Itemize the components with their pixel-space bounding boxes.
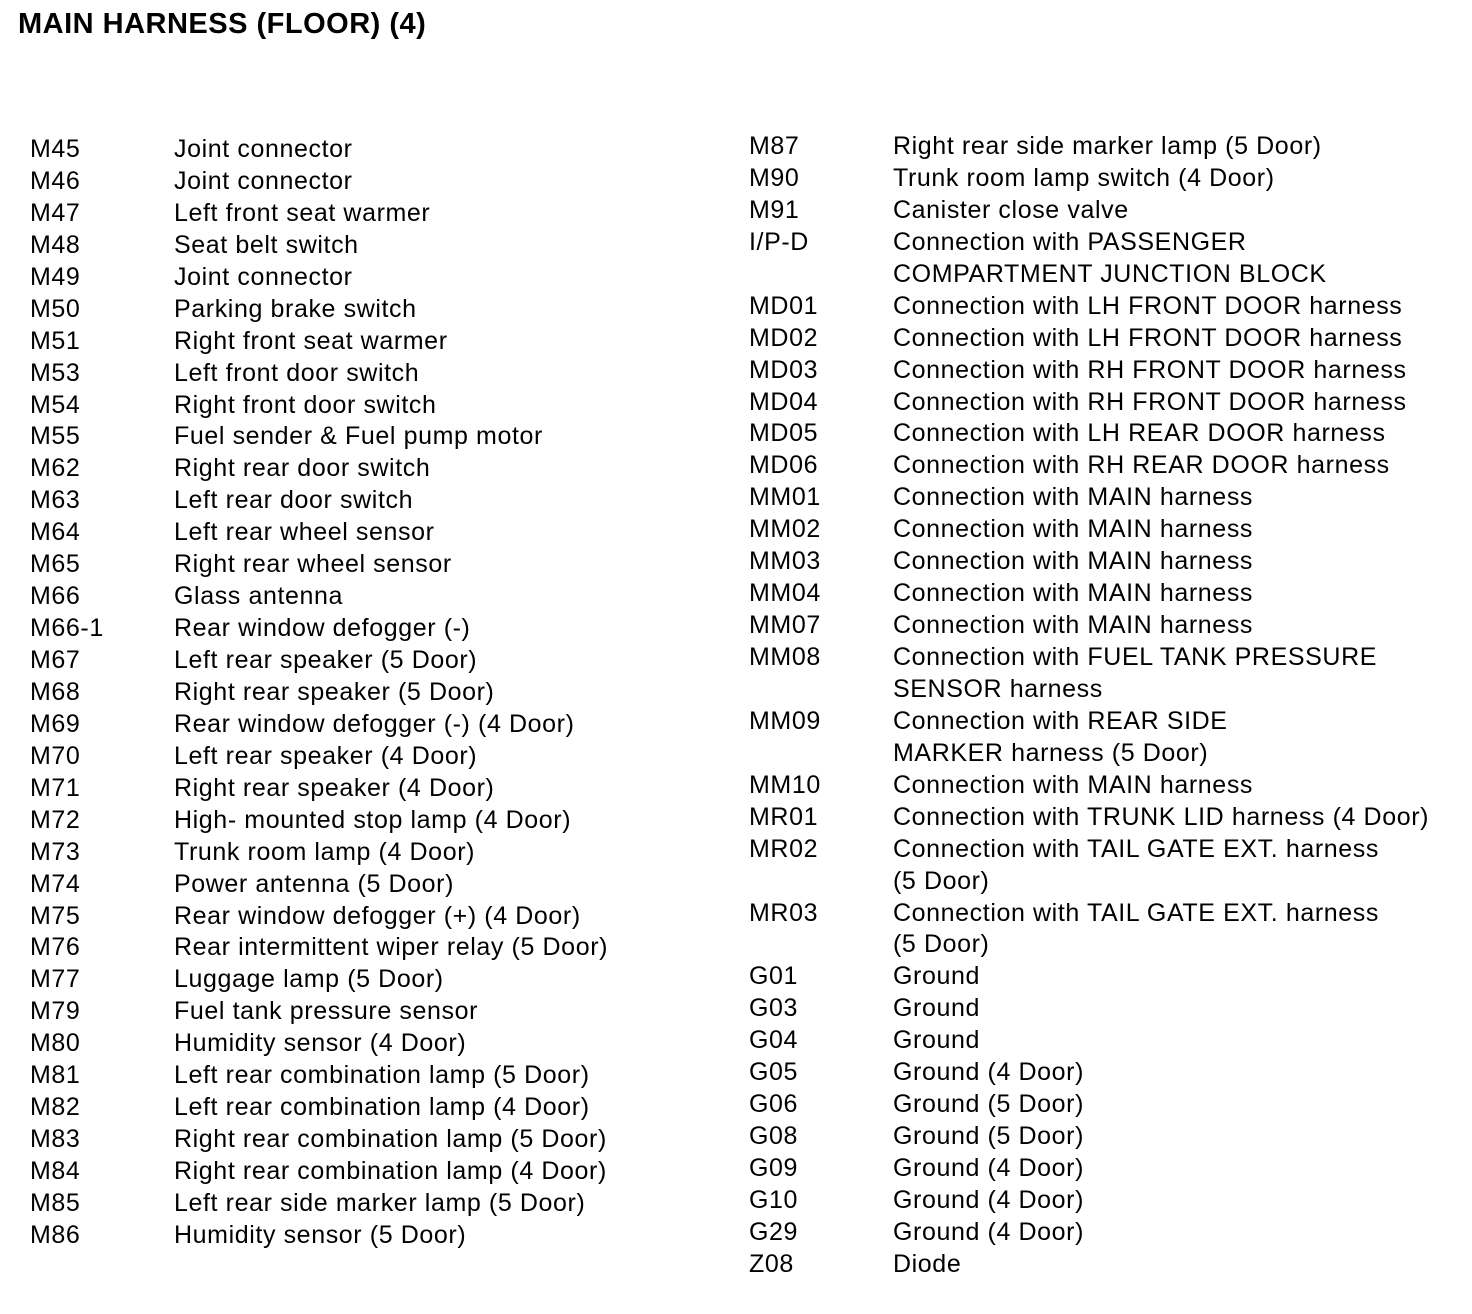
connector-code: MM08 [749, 643, 821, 671]
connector-row [30, 517, 710, 549]
connector-description: Connection with RH FRONT DOOR harness [893, 387, 1407, 416]
connector-description: Rear window defogger (+) (4 Door) [174, 901, 581, 930]
connector-description: Connection with REAR SIDE [893, 706, 1228, 735]
connector-code: M66 [30, 582, 81, 611]
connector-description: Seat belt switch [174, 230, 359, 259]
connector-row [30, 134, 710, 166]
connector-code: M84 [30, 1157, 81, 1185]
connector-description: Ground (4 Door) [893, 1154, 1085, 1182]
connector-description: Ground [893, 994, 980, 1023]
connector-list-right [749, 131, 1464, 1281]
connector-code: M53 [30, 358, 81, 387]
connector-row [30, 549, 710, 581]
connector-code: MM04 [749, 579, 821, 608]
connector-description: Left rear side marker lamp (5 Door) [174, 1188, 586, 1217]
connector-code: M64 [30, 518, 81, 547]
connector-code: G01 [749, 962, 799, 991]
connector-code: G04 [749, 1026, 799, 1055]
connector-description: Humidity sensor (4 Door) [174, 1029, 467, 1058]
connector-code: M67 [30, 646, 81, 674]
connector-row [30, 869, 710, 901]
connector-description: Parking brake switch [174, 294, 417, 323]
connector-description: Power antenna (5 Door) [174, 869, 455, 898]
connector-code: M69 [30, 709, 81, 738]
connector-description: Connection with TRUNK LID harness (4 Door) [893, 802, 1430, 831]
connector-row [30, 901, 710, 933]
connector-code: M75 [30, 901, 81, 930]
connector-code: M87 [749, 132, 800, 160]
connector-description: Connection with MAIN harness [893, 547, 1254, 576]
connector-description: Ground [893, 1026, 980, 1055]
connector-description: Right rear speaker (4 Door) [174, 773, 495, 802]
connector-code: G03 [749, 994, 799, 1023]
connector-code: M79 [30, 997, 81, 1026]
connector-code: MM03 [749, 547, 821, 576]
connector-row [749, 706, 1464, 738]
connector-description: Ground (4 Door) [893, 1185, 1085, 1214]
connector-row [749, 546, 1464, 578]
connector-description: Rear window defogger (-) [174, 614, 471, 643]
connector-row [30, 1092, 710, 1124]
connector-description: Connection with LH FRONT DOOR harness [893, 323, 1403, 352]
connector-code: MM01 [749, 483, 821, 512]
connector-code: M86 [30, 1220, 81, 1249]
connector-row [30, 773, 710, 805]
connector-code: M73 [30, 837, 81, 866]
connector-description: Connection with PASSENGER [893, 227, 1247, 256]
connector-code: MM07 [749, 611, 821, 640]
connector-row [30, 198, 710, 230]
connector-description: COMPARTMENT JUNCTION BLOCK [893, 259, 1327, 288]
connector-description: Glass antenna [174, 582, 344, 611]
connector-code: I/P-D [749, 227, 809, 256]
connector-description: Right rear door switch [174, 454, 431, 483]
connector-description: Joint connector [174, 262, 353, 291]
connector-description: Connection with MAIN harness [893, 515, 1254, 544]
connector-row [30, 294, 710, 326]
connector-description: Left rear speaker (5 Door) [174, 646, 478, 674]
connector-row [749, 1121, 1464, 1153]
connector-description: Canister close valve [893, 195, 1129, 224]
connector-row-continuation [749, 866, 1464, 898]
connector-row [30, 166, 710, 198]
connector-description: Left rear wheel sensor [174, 518, 435, 547]
connector-row [749, 227, 1464, 259]
connector-code: G08 [749, 1122, 799, 1151]
connector-description: Left rear combination lamp (4 Door) [174, 1093, 590, 1122]
connector-code: MD01 [749, 291, 819, 320]
connector-description: Connection with TAIL GATE EXT. harness [893, 834, 1379, 863]
connector-row [749, 291, 1464, 323]
connector-row [30, 741, 710, 773]
connector-code: M55 [30, 422, 81, 451]
connector-row [749, 1217, 1464, 1249]
connector-code: MD03 [749, 355, 819, 384]
connector-code: G05 [749, 1058, 799, 1087]
connector-row-continuation [749, 674, 1464, 706]
connector-code: M71 [30, 773, 81, 802]
connector-description: Left rear speaker (4 Door) [174, 741, 478, 770]
connector-code: M85 [30, 1188, 81, 1217]
connector-row [749, 355, 1464, 387]
connector-code: M70 [30, 741, 81, 770]
connector-code: M62 [30, 454, 81, 483]
connector-code: MR02 [749, 834, 819, 863]
connector-row [30, 485, 710, 517]
connector-row [749, 1153, 1464, 1185]
connector-row [30, 453, 710, 485]
connector-row [749, 450, 1464, 482]
connector-code: M77 [30, 965, 81, 994]
connector-row [749, 514, 1464, 546]
connector-description: Joint connector [174, 135, 353, 163]
connector-code: M63 [30, 486, 81, 515]
connector-row [749, 163, 1464, 195]
connector-description: High- mounted stop lamp (4 Door) [174, 805, 572, 834]
connector-description: Left rear combination lamp (5 Door) [174, 1061, 590, 1090]
connector-code: M46 [30, 166, 81, 195]
connector-code [749, 929, 893, 961]
connector-row [30, 677, 710, 709]
connector-row [30, 581, 710, 613]
connector-code [749, 738, 893, 770]
connector-description: Diode [893, 1249, 962, 1278]
connector-description: Trunk room lamp switch (4 Door) [893, 163, 1275, 192]
connector-code: MD02 [749, 323, 819, 352]
connector-description: Ground [893, 962, 980, 991]
page-title: MAIN HARNESS (FLOOR) (4) [18, 8, 427, 40]
connector-row [30, 964, 710, 996]
connector-description: Connection with LH REAR DOOR harness [893, 419, 1386, 448]
connector-row [749, 961, 1464, 993]
connector-row [749, 993, 1464, 1025]
connector-row [30, 262, 710, 294]
connector-description: Right rear speaker (5 Door) [174, 677, 495, 706]
connector-code: MM02 [749, 515, 821, 544]
connector-code: MD06 [749, 451, 819, 480]
connector-row [749, 1185, 1464, 1217]
connector-description: (5 Door) [893, 930, 990, 959]
connector-row [749, 802, 1464, 834]
connector-description: Connection with MAIN harness [893, 770, 1254, 799]
connector-row [30, 1028, 710, 1060]
connector-code: M80 [30, 1029, 81, 1058]
connector-code: MM10 [749, 770, 821, 799]
connector-row [749, 387, 1464, 419]
connector-description: Humidity sensor (5 Door) [174, 1220, 467, 1249]
connector-code: G06 [749, 1090, 799, 1119]
connector-code: M82 [30, 1093, 81, 1122]
connector-code: G09 [749, 1154, 799, 1182]
connector-code: M65 [30, 550, 81, 579]
connector-row [30, 709, 710, 741]
connector-code: G29 [749, 1217, 799, 1246]
connector-row-continuation [749, 738, 1464, 770]
connector-description: Left rear door switch [174, 486, 414, 515]
connector-description: Connection with MAIN harness [893, 483, 1254, 512]
connector-row [30, 326, 710, 358]
connector-row [749, 834, 1464, 866]
connector-row [30, 421, 710, 453]
connector-description: Connection with RH REAR DOOR harness [893, 451, 1390, 480]
connector-row [749, 642, 1464, 674]
connector-code: M68 [30, 677, 81, 706]
connector-row [30, 1188, 710, 1220]
connector-description: Ground (5 Door) [893, 1122, 1085, 1151]
connector-code: Z08 [749, 1249, 794, 1278]
connector-code: MR03 [749, 898, 819, 927]
connector-row [749, 610, 1464, 642]
connector-row [30, 645, 710, 677]
connector-code: M66-1 [30, 614, 104, 643]
connector-row [30, 996, 710, 1028]
connector-code [749, 866, 893, 898]
connector-row [749, 1057, 1464, 1089]
connector-description: Connection with LH FRONT DOOR harness [893, 291, 1403, 320]
connector-row [30, 837, 710, 869]
connector-row [30, 230, 710, 262]
connector-row [30, 1220, 710, 1252]
connector-description: SENSOR harness [893, 674, 1103, 703]
connector-code: MM09 [749, 706, 821, 735]
connector-row [749, 770, 1464, 802]
connector-code: M50 [30, 294, 81, 323]
connector-code: M90 [749, 163, 800, 192]
connector-description: Rear intermittent wiper relay (5 Door) [174, 933, 609, 962]
connector-code [749, 674, 893, 706]
connector-row [30, 1060, 710, 1092]
connector-row [749, 1249, 1464, 1281]
connector-code: G10 [749, 1185, 799, 1214]
connector-row [749, 578, 1464, 610]
connector-description: Ground (5 Door) [893, 1090, 1085, 1119]
connector-code: M83 [30, 1125, 81, 1154]
connector-description: Joint connector [174, 166, 353, 195]
connector-code: M54 [30, 390, 81, 419]
connector-code: MD05 [749, 419, 819, 448]
connector-code: M45 [30, 135, 81, 163]
connector-description: Ground (4 Door) [893, 1217, 1085, 1246]
connector-row [749, 131, 1464, 163]
connector-description: Right rear combination lamp (4 Door) [174, 1157, 607, 1185]
connector-description: Right front seat warmer [174, 326, 448, 355]
connector-code: MD04 [749, 387, 819, 416]
connector-row [30, 613, 710, 645]
connector-description: MARKER harness (5 Door) [893, 738, 1209, 767]
connector-description: Connection with RH FRONT DOOR harness [893, 355, 1407, 384]
connector-description: Right rear combination lamp (5 Door) [174, 1125, 607, 1154]
connector-row-continuation [749, 929, 1464, 961]
connector-code [749, 259, 893, 291]
connector-row [749, 418, 1464, 450]
connector-code: M76 [30, 933, 81, 962]
connector-row [30, 358, 710, 390]
connector-code: M47 [30, 198, 81, 227]
connector-description: Connection with MAIN harness [893, 611, 1254, 640]
connector-description: Ground (4 Door) [893, 1058, 1085, 1087]
connector-description: Right rear side marker lamp (5 Door) [893, 132, 1322, 160]
connector-description: Fuel tank pressure sensor [174, 997, 479, 1026]
connector-code: M72 [30, 805, 81, 834]
connector-description: Rear window defogger (-) (4 Door) [174, 709, 575, 738]
connector-description: Connection with FUEL TANK PRESSURE [893, 643, 1377, 671]
connector-code: M51 [30, 326, 81, 355]
connector-row [30, 805, 710, 837]
connector-code: M49 [30, 262, 81, 291]
connector-row [749, 323, 1464, 355]
connector-row [749, 1089, 1464, 1121]
connector-row [749, 1025, 1464, 1057]
connector-description: Connection with TAIL GATE EXT. harness [893, 898, 1379, 927]
connector-row [749, 482, 1464, 514]
connector-description: Right front door switch [174, 390, 437, 419]
connector-row [30, 1124, 710, 1156]
connector-row [30, 390, 710, 422]
connector-description: Connection with MAIN harness [893, 579, 1254, 608]
connector-code: M91 [749, 195, 800, 224]
connector-row [749, 898, 1464, 930]
connector-row [30, 1156, 710, 1188]
connector-code: M74 [30, 869, 81, 898]
connector-description: (5 Door) [893, 866, 990, 895]
connector-code: M81 [30, 1061, 81, 1090]
connector-list-left [30, 134, 710, 1252]
connector-description: Luggage lamp (5 Door) [174, 965, 444, 994]
connector-description: Right rear wheel sensor [174, 550, 452, 579]
connector-code: MR01 [749, 802, 819, 831]
connector-row [30, 932, 710, 964]
connector-description: Left front seat warmer [174, 198, 431, 227]
connector-row [749, 195, 1464, 227]
connector-description: Left front door switch [174, 358, 420, 387]
connector-row-continuation [749, 259, 1464, 291]
connector-code: M48 [30, 230, 81, 259]
connector-description: Fuel sender & Fuel pump motor [174, 422, 543, 451]
connector-description: Trunk room lamp (4 Door) [174, 837, 476, 866]
